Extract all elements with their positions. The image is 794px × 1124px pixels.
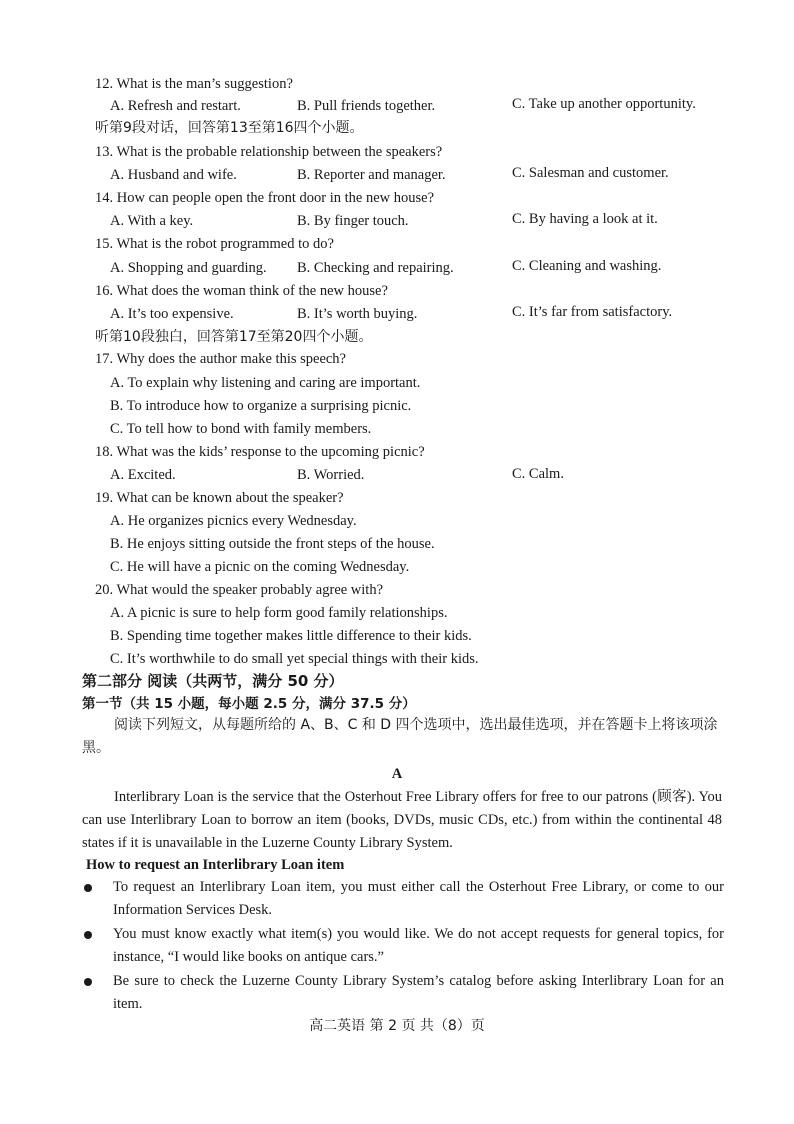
q18-option-a: A. Excited. <box>110 467 176 483</box>
q19-option-a: A. He organizes picnics every Wednesday. <box>110 513 357 529</box>
q20-option-c: C. It’s worthwhile to do small yet special things with their kids. <box>110 651 479 667</box>
q15-option-a: A. Shopping and guarding. <box>110 260 267 276</box>
q19-option-c: C. He will have a picnic on the coming Wednesday. <box>110 559 410 575</box>
q20-option-a: A. A picnic is sure to help form good family relationships. <box>110 605 448 621</box>
howto-heading: How to request an Interlibrary Loan item <box>86 857 345 873</box>
question-17: 17. Why does the author make this speech? <box>95 351 346 367</box>
bullet-item <box>84 923 724 969</box>
q20-option-b: B. Spending time together makes little difference to their kids. <box>110 628 472 644</box>
passage-label: A <box>391 766 403 782</box>
instruction-monologue-10: 听第10段独白，回答第17至第20四个小题。 <box>95 329 373 345</box>
q16-option-c: C. It’s far from satisfactory. <box>512 304 673 320</box>
bullet-text: You must know exactly what item(s) you would like. We do not accept requests for general topics, for instance, “I would like books on antique cars.” <box>113 926 724 965</box>
q12-option-c: C. Take up another opportunity. <box>512 96 696 112</box>
part2-title: 第二部分 阅读（共两节，满分 50 分） <box>82 672 344 690</box>
bullet-item <box>84 876 724 922</box>
question-16: 16. What does the woman think of the new house? <box>95 283 388 299</box>
bullet-dot-icon <box>84 884 92 892</box>
instruction-dialogue-9: 听第9段对话，回答第13至第16四个小题。 <box>95 120 364 136</box>
bullet-dot-icon <box>84 931 92 939</box>
page-footer: 高二英语 第 2 页 共（8）页 <box>309 1018 485 1034</box>
question-12: 12. What is the man’s suggestion? <box>95 76 293 92</box>
question-20: 20. What would the speaker probably agree with? <box>95 582 384 598</box>
q13-option-b: B. Reporter and manager. <box>297 167 446 183</box>
q19-option-b: B. He enjoys sitting outside the front steps of the house. <box>110 536 435 552</box>
q16-option-b: B. It’s worth buying. <box>297 306 418 322</box>
question-18: 18. What was the kids’ response to the upcoming picnic? <box>95 444 425 460</box>
question-14: 14. How can people open the front door in the new house? <box>95 190 435 206</box>
reading-instruction: 阅读下列短文，从每题所给的 A、B、C 和 D 四个选项中，选出最佳选项，并在答题卡上将该项涂黑。 <box>82 717 718 756</box>
q17-option-c: C. To tell how to bond with family members. <box>110 421 372 437</box>
q16-option-a: A. It’s too expensive. <box>110 306 234 322</box>
q13-option-c: C. Salesman and customer. <box>512 165 669 181</box>
question-19: 19. What can be known about the speaker? <box>95 490 344 506</box>
q12-option-b: B. Pull friends together. <box>297 98 436 114</box>
passage-intro: Interlibrary Loan is the service that the Osterhout Free Library offers for free to our patrons (顾客). You can use Interlibrary Loan to borrow an item (books, DVDs, music CDs, etc.) from within the continental 48 states if it is unavailable in the Luzerne County Library System. <box>82 789 722 851</box>
q15-option-b: B. Checking and repairing. <box>297 260 454 276</box>
q12-option-a: A. Refresh and restart. <box>110 98 241 114</box>
question-15: 15. What is the robot programmed to do? <box>95 236 334 252</box>
bullet-dot-icon <box>84 978 92 986</box>
q18-option-c: C. Calm. <box>512 466 564 482</box>
q18-option-b: B. Worried. <box>297 467 365 483</box>
bullet-item <box>84 970 724 1016</box>
section1-title: 第一节（共 15 小题，每小题 2.5 分，满分 37.5 分） <box>82 696 416 712</box>
q15-option-c: C. Cleaning and washing. <box>512 258 662 274</box>
q13-option-a: A. Husband and wife. <box>110 167 237 183</box>
bullet-text: To request an Interlibrary Loan item, you must either call the Osterhout Free Library, or come to our Information Services Desk. <box>113 879 724 918</box>
bullet-text: Be sure to check the Luzerne County Library System’s catalog before asking Interlibrary Loan for an item. <box>113 973 724 1012</box>
q14-option-a: A. With a key. <box>110 213 194 229</box>
question-13: 13. What is the probable relationship between the speakers? <box>95 144 443 160</box>
q14-option-c: C. By having a look at it. <box>512 211 658 227</box>
q14-option-b: B. By finger touch. <box>297 213 409 229</box>
q17-option-b: B. To introduce how to organize a surprising picnic. <box>110 398 412 414</box>
q17-option-a: A. To explain why listening and caring are important. <box>110 375 421 391</box>
